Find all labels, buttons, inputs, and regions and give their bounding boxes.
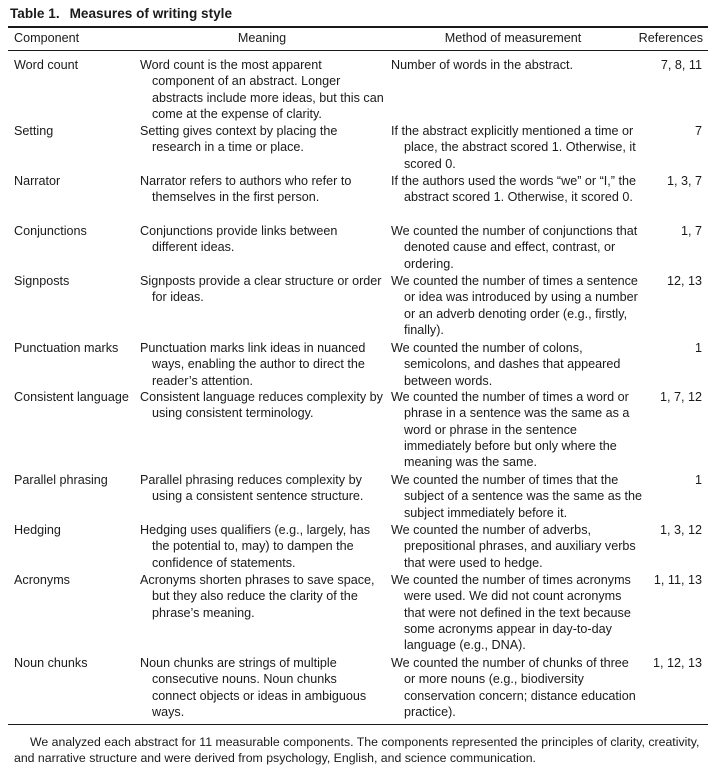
row-method: Number of words in the abstract. bbox=[391, 58, 573, 72]
header-component: Component bbox=[14, 31, 80, 45]
row-references: 1, 12, 13 bbox=[652, 656, 702, 670]
row-references: 1, 3, 12 bbox=[659, 523, 702, 537]
header-rule bbox=[8, 50, 708, 51]
row-references: 1, 3, 7 bbox=[666, 174, 702, 188]
row-method: If the authors used the words “we” or “I,” the abstract scored 1. Otherwise, it scored 0. bbox=[391, 174, 636, 205]
row-meaning: Parallel phrasing reduces complexity by using a consistent sentence structure. bbox=[140, 473, 364, 504]
table-footnote: We analyzed each abstract for 11 measurable components. The components represented the principles of clarity, creativity, and narrative structure and were derived from psychology, English, and science communication. bbox=[14, 735, 700, 765]
row-component: Conjunctions bbox=[14, 224, 87, 238]
row-references: 1 bbox=[694, 473, 702, 487]
row-method: We counted the number of times acronyms were used. We did not count acronyms that were not defined in the text because some acronyms appear in day-to-day language (e.g., DNA). bbox=[391, 573, 631, 653]
row-references: 1, 7, 12 bbox=[659, 390, 702, 404]
header-meaning: Meaning bbox=[237, 31, 287, 45]
top-rule bbox=[8, 26, 708, 28]
row-component: Word count bbox=[14, 58, 79, 72]
row-component: Hedging bbox=[14, 523, 61, 537]
row-component: Noun chunks bbox=[14, 656, 88, 670]
row-method: We counted the number of times a sentence or idea was introduced by using a number or an adverb denoting order (e.g., firstly, finally). bbox=[391, 274, 638, 337]
row-meaning: Narrator refers to authors who refer to themselves in the first person. bbox=[140, 174, 352, 205]
row-meaning: Noun chunks are strings of multiple consecutive nouns. Noun chunks connect objects or ideas in ambiguous ways. bbox=[140, 656, 367, 719]
row-component: Acronyms bbox=[14, 573, 70, 587]
row-references: 1, 11, 13 bbox=[653, 573, 702, 587]
row-method: We counted the number of times a word or phrase in a sentence was the same as a word or phrase in the sentence immediately before but only where the meaning was the same. bbox=[391, 390, 630, 470]
row-references: 7 bbox=[694, 124, 702, 138]
row-meaning: Word count is the most apparent component of an abstract. Longer abstracts include more ideas, but this can come at the expense of clarity. bbox=[140, 58, 384, 121]
row-meaning: Conjunctions provide links between different ideas. bbox=[140, 224, 338, 255]
bottom-rule bbox=[8, 724, 708, 725]
header-references: References bbox=[638, 31, 703, 45]
row-references: 7, 8, 11 bbox=[660, 58, 702, 72]
row-component: Punctuation marks bbox=[14, 341, 119, 355]
row-references: 1, 7 bbox=[680, 224, 702, 238]
row-method: We counted the number of chunks of three or more nouns (e.g., biodiversity conservation concern; distance education practice). bbox=[391, 656, 636, 719]
row-meaning: Hedging uses qualifiers (e.g., largely, has the potential to, may) to dampen the confidence of statements. bbox=[140, 523, 371, 570]
row-meaning: Setting gives context by placing the research in a time or place. bbox=[140, 124, 338, 155]
row-component: Consistent language bbox=[14, 390, 129, 404]
row-method: We counted the number of colons, semicolons, and dashes that appeared between words. bbox=[391, 341, 621, 388]
row-component: Parallel phrasing bbox=[14, 473, 108, 487]
table-title: Measures of writing style bbox=[69, 6, 233, 21]
row-method: We counted the number of conjunctions that denoted cause and effect, contrast, or ordering. bbox=[391, 224, 638, 271]
row-meaning: Acronyms shorten phrases to save space, but they also reduce the clarity of the phrase’s meaning. bbox=[140, 573, 375, 620]
row-component: Narrator bbox=[14, 174, 61, 188]
table-caption bbox=[10, 6, 232, 21]
row-meaning: Punctuation marks link ideas in nuanced ways, enabling the author to direct the reader’s attention. bbox=[140, 341, 366, 388]
row-component: Setting bbox=[14, 124, 54, 138]
row-method: We counted the number of adverbs, prepositional phrases, and auxiliary verbs that were used to hedge. bbox=[391, 523, 636, 570]
row-method: If the abstract explicitly mentioned a time or place, the abstract scored 1. Otherwise, it scored 0. bbox=[391, 124, 636, 171]
row-method: We counted the number of times that the subject of a sentence was the same as the subject immediately before it. bbox=[391, 473, 643, 520]
row-references: 12, 13 bbox=[666, 274, 702, 288]
row-component: Signposts bbox=[14, 274, 70, 288]
header-method: Method of measurement bbox=[444, 31, 582, 45]
row-meaning: Signposts provide a clear structure or order for ideas. bbox=[140, 274, 382, 305]
row-meaning: Consistent language reduces complexity by using consistent terminology. bbox=[140, 390, 383, 421]
table-label: Table 1. bbox=[10, 6, 60, 21]
row-references: 1 bbox=[694, 341, 702, 355]
